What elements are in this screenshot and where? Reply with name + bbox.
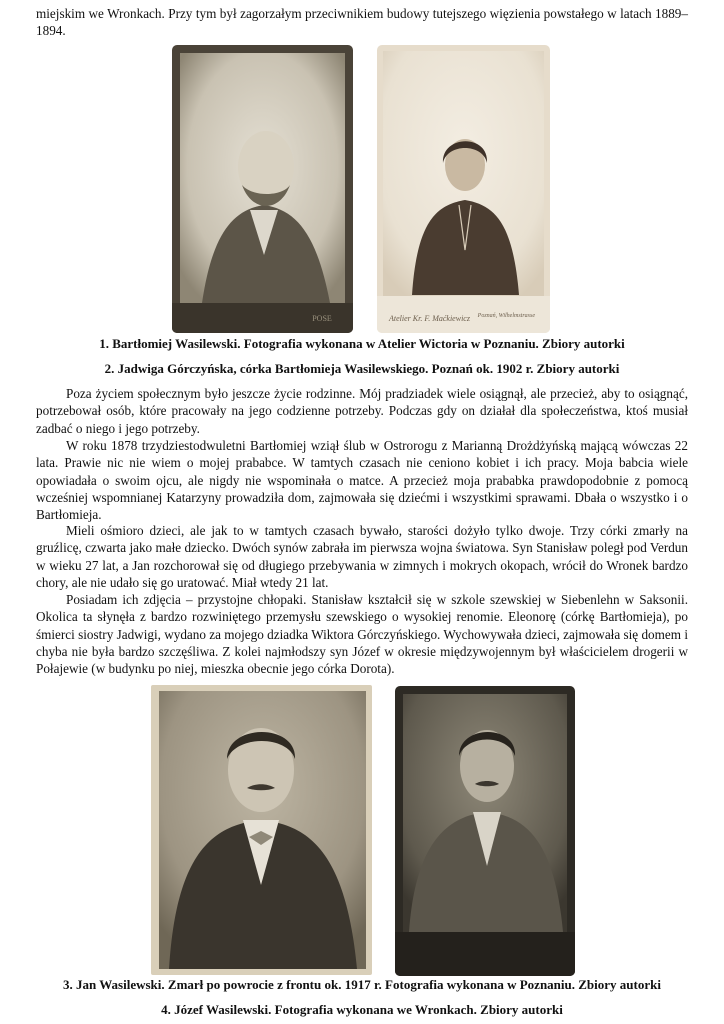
photo2-studio-mark-left: Atelier Kr. F. Maćkiewicz xyxy=(389,314,470,323)
paragraph-family-life: Poza życiem społecznym było jeszcze życie rodzinne. Mój pradziadek wiele osiągnął, ale przecież, aby to osiągnąć, potrzebował osób, które pracowały na jego codzienne potrzeby. Podczas gdy on działał dla społeczeństwa, ktoś musiał zadbać o niego i jego potrzeby. xyxy=(36,386,688,436)
caption-1: 1. Bartłomiej Wasilewski. Fotografia wykonana w Atelier Wictoria w Poznaniu. Zbiory autorki xyxy=(99,336,625,351)
top-paragraph: miejskim we Wronkach. Przy tym był zagorzałym przeciwnikiem budowy tutejszego więzienia powstałego w latach 1889–1894. xyxy=(36,6,688,39)
paragraph-marriage: W roku 1878 trzydziestodwuletni Bartłomiej wziął ślub w Ostrorogu z Marianną Drożdżyńską mającą wówczas 22 lata. Prawie nic nie wiem o mojej prababce. W tamtych czasach nie ceniono kobiet i ich pracy. Moja babcia wiele opowiadała o swoim ojcu, ale nigdy nie wspominała o matce. A przecież moja prababka prawdopodobnie z pomocą wcześniej wspomnianej Katarzyny prowadziła dom, zajmowała się dziećmi i wszystkimi sprawami. Dbała o wszystko i o Bartłomieja. xyxy=(36,438,688,523)
photo-jan-wasilewski xyxy=(151,685,372,975)
photo-bartlomiej-wasilewski xyxy=(172,45,353,333)
caption-2: 2. Jadwiga Górczyńska, córka Bartłomieja Wasilewskiego. Poznań ok. 1902 r. Zbiory autorki xyxy=(104,361,620,376)
photo1-studio-mark: POSE xyxy=(312,314,332,323)
paragraph-children: Mieli ośmioro dzieci, ale jak to w tamtych czasach bywało, starości dożyło tylko dwoje. Trzy córki zmarły na gruźlicę, czwarta jako małe dziecko. Dwóch synów zabrała im pierwsza wojna światowa. Syn Stanisław poległ pod Verdun w wieku 27 lat, a Jan rozchorował się od długiego przebywania w zimnych i mokrych okopach, wrócił do Wronek bardzo chory, ale nie udało się go uratować. Miał wtedy 21 lat. xyxy=(36,523,688,590)
photo-jozef-wasilewski xyxy=(395,686,575,976)
caption-4: 4. Józef Wasilewski. Fotografia wykonana we Wronkach. Zbiory autorki xyxy=(161,1002,563,1017)
photo-jadwiga-gorczynska xyxy=(377,45,550,333)
photo2-studio-mark-right: Poznań, Wilhelmstrasse xyxy=(477,313,535,319)
paragraph-photos-sons: Posiadam ich zdjęcia – przystojne chłopaki. Stanisław kształcił się w szkole szewskiej w Siebenlehn w Saksonii. Okolica ta słynęła z bardzo rozwiniętego przemysłu szewskiego o wysokiej renomie. Eleonorę (córkę Bartłomieja), po śmierci siostry Jadwigi, wydano za mojego dziadka Wiktora Górczyńskiego. Wychowywała dzieci, zajmowała się domem i chyba nie była bardzo szczęśliwa. Z kolei najmłodszy syn Józef w okresie międzywojennym był właścicielem drogerii w Połajewie (w budynku po niej, mieszka obecnie jego córka Dorota). xyxy=(36,592,688,677)
caption-3: 3. Jan Wasilewski. Zmarł po powrocie z frontu ok. 1917 r. Fotografia wykonana w Poznaniu. Zbiory autorki xyxy=(63,977,661,992)
